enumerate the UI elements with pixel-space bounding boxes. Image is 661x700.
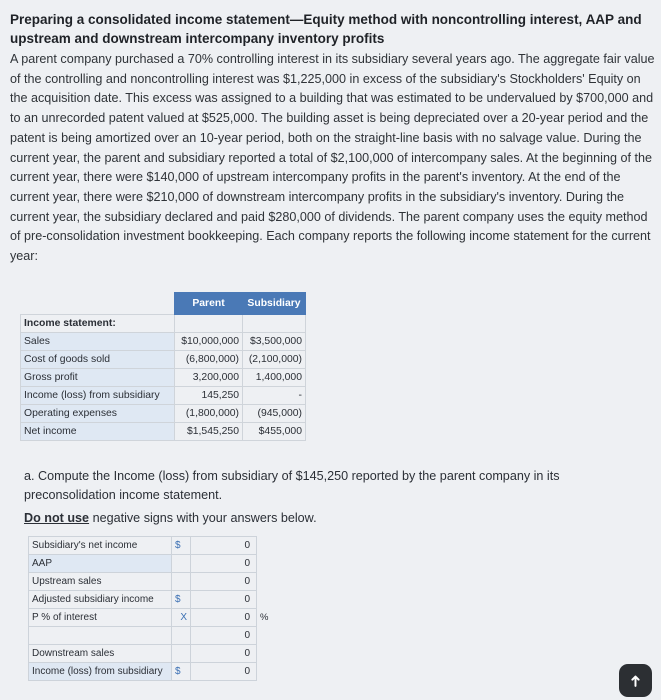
answer-row: Upstream sales 0: [29, 573, 282, 591]
answer-input[interactable]: 0: [191, 591, 257, 609]
answer-input[interactable]: 0: [191, 537, 257, 555]
section-label: Income statement:: [21, 315, 175, 333]
header-parent: Parent: [175, 293, 243, 315]
table-row: Sales $10,000,000 $3,500,000: [21, 333, 306, 351]
answer-input[interactable]: 0: [191, 555, 257, 573]
problem-title: Preparing a consolidated income statement—Equity method with noncontrolling interest, AAP and upstream and downstream intercompany inventory profits: [10, 12, 642, 46]
table-row: Cost of goods sold (6,800,000) (2,100,000): [21, 351, 306, 369]
table-row: Net income $1,545,250 $455,000: [21, 423, 306, 441]
answer-grid: [28, 536, 282, 681]
instruction-emphasis: Do not use: [24, 511, 90, 525]
answer-input[interactable]: 0: [191, 627, 257, 645]
answer-input[interactable]: 0: [191, 663, 257, 681]
instruction-rest: negative signs with your answers below.: [89, 511, 317, 525]
arrow-up-icon: ➜: [627, 673, 645, 688]
problem-description: A parent company purchased a 70% controlling interest in its subsidiary several years ago. The aggregate fair value of the controlling and noncontrolling interest was $1,225,000 in excess of the subsidiary's Stockholders' Equity on the acquisition date. This excess was assigned to a building that was estimated to be undervalued by $700,000 and to an unrecorded patent valued at $525,000. The building asset is being depreciated over a 20-year period and the patent is being amortized over an 10-year period, both on the straight-line basis with no salvage value. During the current year, the parent and subsidiary reported a total of $2,100,000 of intercompany sales. At the beginning of the current year, there were $140,000 of upstream intercompany profits in the parent's inventory. At the end of the current year, there were $210,000 of downstream intercompany profits in the subsidiary's inventory. During the current year, the subsidiary declared and paid $280,000 of dividends. The parent company uses the equity method of pre-consolidation investment bookkeeping. Each company reports the following income statement for the current year:: [10, 52, 655, 264]
question-a: a. Compute the Income (loss) from subsidiary of $145,250 reported by the parent company in its preconsolidation income statement.: [24, 469, 560, 502]
table-row: Income (loss) from subsidiary 145,250 -: [21, 387, 306, 405]
answer-input[interactable]: 0: [191, 609, 257, 627]
answer-row: Adjusted subsidiary income $ 0: [29, 591, 282, 609]
answer-row: P % of interest X 0 %: [29, 609, 282, 627]
header-subsidiary: Subsidiary: [243, 293, 306, 315]
answer-row: Income (loss) from subsidiary $ 0: [29, 663, 282, 681]
answer-row: AAP 0: [29, 555, 282, 573]
scroll-top-button[interactable]: [619, 664, 652, 697]
answer-input[interactable]: 0: [191, 573, 257, 591]
answer-row: [29, 627, 282, 645]
table-row: Operating expenses (1,800,000) (945,000): [21, 405, 306, 423]
answer-row: Downstream sales 0: [29, 645, 282, 663]
income-statement-table: [20, 292, 306, 441]
instruction: [24, 511, 317, 525]
table-row: Gross profit 3,200,000 1,400,000: [21, 369, 306, 387]
answer-input[interactable]: 0: [191, 645, 257, 663]
answer-row: Subsidiary's net income $ 0: [29, 537, 282, 555]
